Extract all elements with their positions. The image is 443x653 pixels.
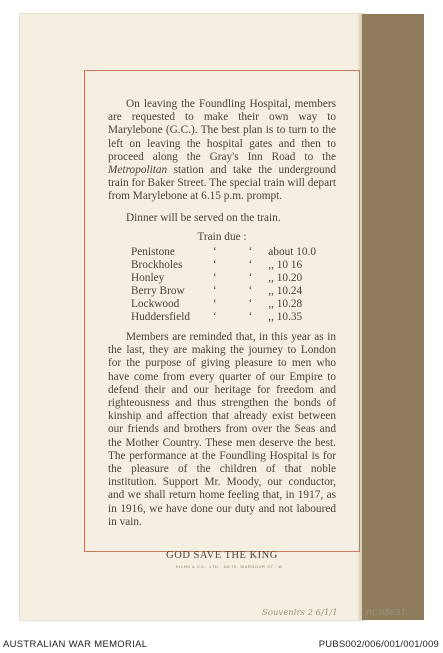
arrival-time: ,, 10 16 xyxy=(268,259,303,272)
caption-reference: PUBS002/006/001/001/009 xyxy=(318,639,439,650)
ditto-mark: ‘ xyxy=(248,272,253,285)
directions-text-2: station and take the underground train for Baker Street. The special train will depart from Marylebone at 6.15 p.m. prompt. xyxy=(108,164,336,203)
timetable-row xyxy=(131,285,336,298)
timetable-row xyxy=(131,272,336,285)
ditto-mark: ‘ xyxy=(212,246,217,259)
arrival-time: ,, 10.28 xyxy=(268,298,303,311)
ditto-mark: ‘ xyxy=(248,311,253,324)
arrival-time: ,, 10.20 xyxy=(268,272,303,285)
station-name: Lockwood xyxy=(131,298,180,311)
dinner-note: Dinner will be served on the train. xyxy=(126,211,281,224)
timetable-row xyxy=(131,259,336,272)
arrival-time: ,, 10.24 xyxy=(268,285,303,298)
timetable-row xyxy=(131,311,336,324)
ditto-mark: ‘ xyxy=(248,259,253,272)
catalogue-code: RC08631 xyxy=(366,608,406,618)
station-name: Huddersfield xyxy=(131,311,190,324)
pencil-annotation: Souvenirs 2 6/1/1 xyxy=(262,608,338,618)
ditto-mark: ‘ xyxy=(248,285,253,298)
directions-paragraph xyxy=(108,98,336,204)
members-paragraph: Members are reminded that, in this year as in the last, they are making the journey to London for the purpose of giving pleasure to men who have come from every quarter of our Empire to defend their and our heritage for freedom and righteousness and thus strengthen the bonds of kinship and affection that already exist between our friends and brothers from over the Seas and the Mother Country. These men deserve the best. The performance at the Foundling Hospital is for the pleasure of the children of that noble institution. Support Mr. Moody, our conductor, and we shall return home feeling that, in 1917, as in 1916, we have done our duty and not laboured in vain. xyxy=(108,331,336,528)
ditto-mark: ‘ xyxy=(212,259,217,272)
ditto-mark: ‘ xyxy=(248,246,253,259)
station-name: Berry Brow xyxy=(131,285,185,298)
ditto-mark: ‘ xyxy=(212,285,217,298)
station-name: Honley xyxy=(131,272,165,285)
timetable-row xyxy=(131,246,336,259)
binding-strip xyxy=(362,14,424,620)
ditto-mark: ‘ xyxy=(212,311,217,324)
arrival-time: ,, 10.35 xyxy=(268,311,303,324)
station-name: Brockholes xyxy=(131,259,183,272)
printer-imprint: KILNS & CO., LTD., 68-70, WARDOUR ST., W. xyxy=(175,564,285,569)
caption-institution: AUSTRALIAN WAR MEMORIAL xyxy=(3,639,148,650)
train-timetable xyxy=(131,246,336,324)
ditto-mark: ‘ xyxy=(212,272,217,285)
leaflet-text xyxy=(108,98,336,562)
station-name: Penistone xyxy=(131,246,175,259)
directions-text-1: On leaving the Foundling Hospital, members are requested to make their own way to Marylebone (G.C.). The best plan is to turn to the left on leaving the hospital gates and then to proceed along the Gray's Inn Road to the xyxy=(108,98,336,163)
arrival-time: about 10.0 xyxy=(268,246,316,259)
ditto-mark: ‘ xyxy=(248,298,253,311)
train-due-heading: Train due : xyxy=(197,230,247,243)
timetable-row xyxy=(131,298,336,311)
closing-line: GOD SAVE THE KING xyxy=(166,550,278,562)
ditto-mark: ‘ xyxy=(212,298,217,311)
caption-bar xyxy=(0,636,443,653)
directions-italic: Metropolitan xyxy=(108,164,168,177)
